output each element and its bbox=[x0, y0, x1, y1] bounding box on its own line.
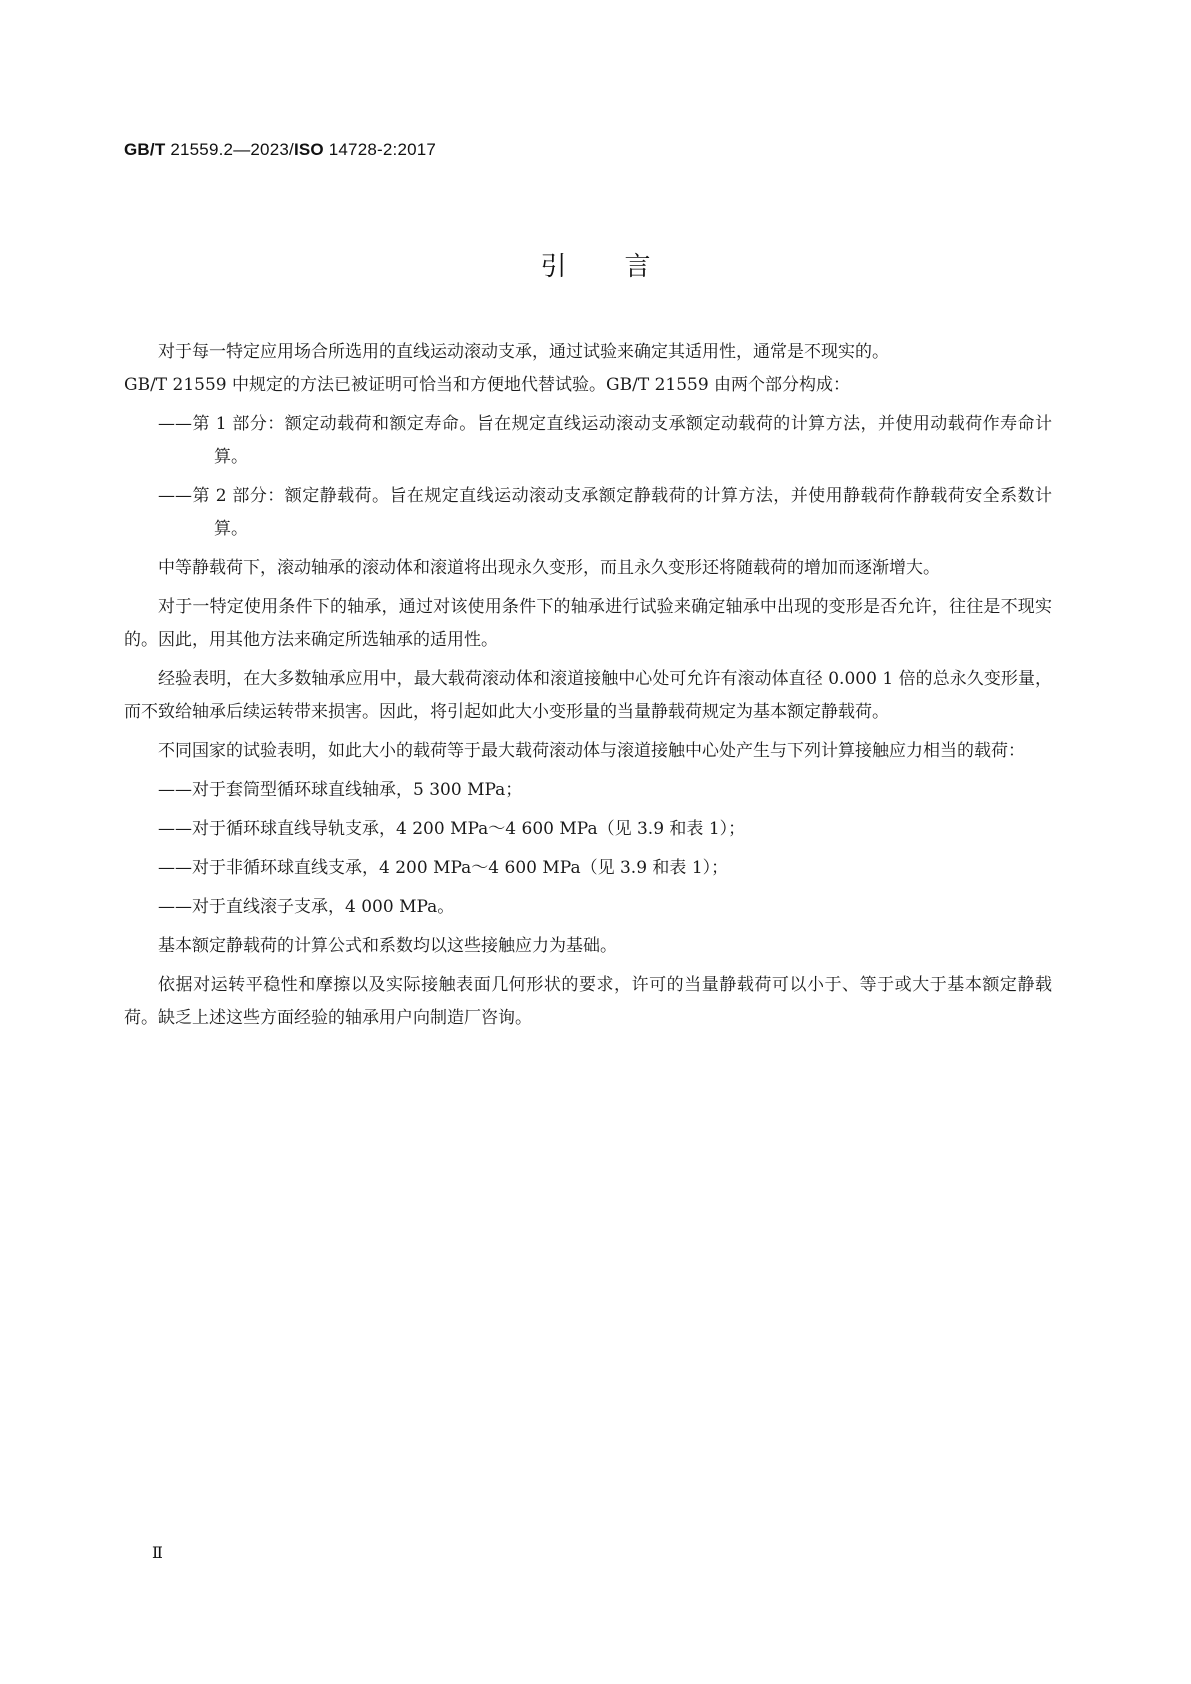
paragraph-deformation: 中等静载荷下，滚动轴承的滚动体和滚道将出现永久变形，而且永久变形还将随载荷的增加而逐渐增大。 bbox=[158, 558, 940, 578]
list-item-guide-rail: ——对于循环球直线导轨支承，4 200 MPa～4 600 MPa（见 3.9 和表 1）； bbox=[158, 819, 746, 839]
section-title: 引言 bbox=[540, 252, 709, 282]
list-item-part1: ——第 1 部分：额定动载荷和额定寿命。旨在规定直线运动滚动支承额定动载荷的计算方法，并使用动载荷作寿命计算。 bbox=[158, 414, 1052, 467]
introduction-body bbox=[124, 336, 1052, 1041]
list-item-non-recirculating: ——对于非循环球直线支承，4 200 MPa～4 600 MPa（见 3.9 和表 1）； bbox=[158, 858, 729, 878]
paragraph-scope-line2: GB/T 21559 中规定的方法已被证明可恰当和方便地代替试验。GB/T 21559 由两个部分构成： bbox=[124, 375, 851, 395]
standard-number-header bbox=[124, 140, 436, 160]
paragraph-experience: 经验表明，在大多数轴承应用中，最大载荷滚动体和滚道接触中心处可允许有滚动体直径 0.000 1 倍的总永久变形量，而不致给轴承后续运转带来损害。因此，将引起如此大小变形量的当量静载荷规定为基本额定静载荷。 bbox=[124, 669, 1052, 722]
paragraph-contact-stress: 不同国家的试验表明，如此大小的载荷等于最大载荷滚动体与滚道接触中心处产生与下列计算接触应力相当的载荷： bbox=[158, 741, 1025, 761]
paragraph-scope-line1: 对于每一特定应用场合所选用的直线运动滚动支承，通过试验来确定其适用性，通常是不现实的。 bbox=[158, 342, 889, 362]
iso-number: 14728-2:2017 bbox=[323, 140, 437, 159]
list-item-sleeve-bearing: ——对于套筒型循环球直线轴承，5 300 MPa； bbox=[158, 780, 523, 800]
standard-number: 21559.2—2023/ bbox=[165, 140, 294, 159]
paragraph-equivalent-load: 依据对运转平稳性和摩擦以及实际接触表面几何形状的要求，许可的当量静载荷可以小于、等于或大于基本额定静载荷。缺乏上述这些方面经验的轴承用户向制造厂咨询。 bbox=[124, 975, 1052, 1028]
list-item-part2: ——第 2 部分：额定静载荷。旨在规定直线运动滚动支承额定静载荷的计算方法，并使用静载荷作静载荷安全系数计算。 bbox=[158, 486, 1052, 539]
standard-prefix: GB/T bbox=[124, 140, 166, 159]
paragraph-testing: 对于一特定使用条件下的轴承，通过对该使用条件下的轴承进行试验来确定轴承中出现的变形是否允许，往往是不现实的。因此，用其他方法来确定所选轴承的适用性。 bbox=[124, 597, 1052, 650]
paragraph-basis: 基本额定静载荷的计算公式和系数均以这些接触应力为基础。 bbox=[158, 936, 617, 956]
list-item-roller: ——对于直线滚子支承，4 000 MPa。 bbox=[158, 897, 455, 917]
iso-prefix: ISO bbox=[293, 140, 324, 159]
page-number: Ⅱ bbox=[152, 1543, 163, 1562]
